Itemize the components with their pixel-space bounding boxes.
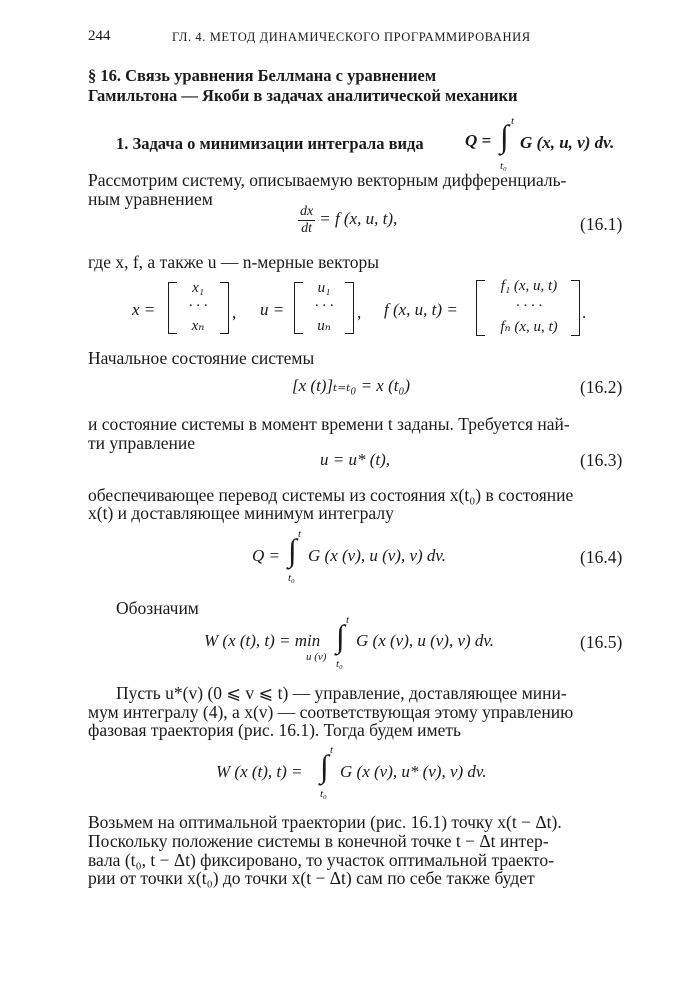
vec-u-lhs: u = — [260, 300, 285, 319]
int-lower-title: t₀ — [500, 160, 507, 172]
eq6-body: G (x (v), u* (v), v) dv. — [340, 762, 487, 781]
vec-u-right-bracket — [345, 282, 354, 334]
eq1-numerator: dx — [300, 204, 314, 219]
eq4-body: G (x (v), u (v), v) dv. — [308, 546, 446, 565]
vec-u-left-bracket — [294, 282, 303, 334]
equation-16-3: u = u* (t), — [320, 450, 391, 469]
paragraph-2: где x, f, а также u — n-мерные векторы — [88, 252, 380, 272]
integral-sign-eq6: ∫ — [320, 748, 329, 784]
vec-f-0: f₁ (x, u, t) — [500, 278, 558, 294]
equation-number-16-4: (16.4) — [580, 547, 623, 567]
paragraph-5-line2: x(t) и доставляющее минимум интегралу — [88, 503, 394, 523]
eq5-body: G (x (v), u (v), v) dv. — [356, 631, 494, 650]
equation-16-2: [x (t)]ₜ₌ₜ₀ = x (t₀) — [292, 376, 411, 395]
section-title-line2: Гамильтона — Якоби в задачах аналитической механики — [88, 86, 518, 105]
eq6-int-upper: t — [330, 744, 334, 756]
vec-f-right-bracket — [571, 280, 580, 336]
paragraph-8-line3: вала (t₀, t − Δt) фиксировано, то участок оптимальной траекто- — [88, 850, 554, 870]
page-number: 244 — [88, 28, 111, 44]
vec-f-2: fₙ (x, u, t) — [500, 319, 558, 335]
paragraph-4-line1: и состояние системы в момент времени t заданы. Требуется най- — [88, 414, 570, 434]
integral-sign-eq5: ∫ — [336, 618, 345, 654]
equation-number-16-5: (16.5) — [580, 632, 623, 652]
eq6-int-lower: t₀ — [320, 788, 327, 800]
vec-u-2: uₙ — [317, 318, 331, 334]
paragraph-1-line2: ным уравнением — [88, 189, 213, 209]
vec-x-lhs: x = — [132, 300, 156, 319]
paragraph-8-line4: рии от точки x(t₀) до точки x(t − Δt) сам по себе также будет — [88, 868, 535, 888]
paragraph-1-line1: Рассмотрим систему, описываемую векторным дифференциаль- — [88, 170, 567, 190]
paragraph-6: Обозначим — [116, 598, 199, 618]
eq1-rhs: = f (x, u, t), — [319, 209, 398, 229]
vec-u-0: u₁ — [317, 280, 331, 296]
paragraph-7-line1: Пусть u*(v) (0 ⩽ v ⩽ t) — управление, доставляющее мини- — [116, 683, 567, 703]
integral-sign-eq4: ∫ — [288, 532, 297, 568]
paragraph-8-line2: Поскольку положение системы в конечной точке t − Δt интер- — [88, 831, 549, 851]
eq1-denominator: dt — [301, 221, 313, 236]
running-title: ГЛ. 4. МЕТОД ДИНАМИЧЕСКОГО ПРОГРАММИРОВАНИЯ — [172, 30, 531, 44]
vec-x-0: x₁ — [192, 280, 204, 296]
eq6-lhs: W (x (t), t) = — [216, 762, 303, 781]
vec-x-right-bracket — [220, 282, 229, 334]
paragraph-4-line2: ти управление — [88, 433, 196, 453]
subsection-formula-lhs: Q = — [465, 131, 492, 150]
section-title-line1: § 16. Связь уравнения Беллмана с уравнением — [88, 66, 437, 85]
paragraph-7-line2: мум интегралу (4), а x(v) — соответствующая этому управлению — [88, 702, 574, 722]
vec-f-1: · · · · — [515, 298, 543, 314]
eq4-int-upper: t — [298, 528, 302, 540]
paragraph-3: Начальное состояние системы — [88, 348, 315, 368]
eq4-int-lower: t₀ — [288, 572, 295, 584]
equation-number-16-2: (16.2) — [580, 377, 623, 397]
eq5-lhs: W (x (t), t) = min — [204, 631, 321, 650]
vec-u-1: · · · — [314, 298, 334, 314]
vec-f-lhs: f (x, u, t) = — [384, 300, 458, 319]
subsection-title: 1. Задача о минимизации интеграла вида — [116, 134, 424, 153]
int-upper-title: t — [511, 115, 515, 127]
integral-sign-title: ∫ — [500, 118, 509, 154]
equation-number-16-1: (16.1) — [580, 214, 623, 234]
equation-16-1 — [298, 204, 397, 237]
vec-x-left-bracket — [168, 282, 177, 334]
eq5-min-sub: u (v) — [306, 651, 327, 663]
eq5-int-upper: t — [346, 614, 350, 626]
eq5-int-lower: t₀ — [336, 658, 343, 670]
vec-x-2: xₙ — [191, 318, 205, 334]
vec-x-1: · · · — [188, 298, 208, 314]
paragraph-5-line1: обеспечивающее перевод системы из состояния x(t₀) в состояние — [88, 485, 574, 505]
paragraph-7-line3: фазовая траектория (рис. 16.1). Тогда будем иметь — [88, 720, 461, 740]
equation-number-16-3: (16.3) — [580, 450, 623, 470]
eq4-lhs: Q = — [252, 546, 280, 565]
subsection-formula-body: G (x, u, v) dv. — [520, 133, 615, 152]
paragraph-8-line1: Возьмем на оптимальной траектории (рис. 16.1) точку x(t − Δt). — [88, 812, 562, 832]
